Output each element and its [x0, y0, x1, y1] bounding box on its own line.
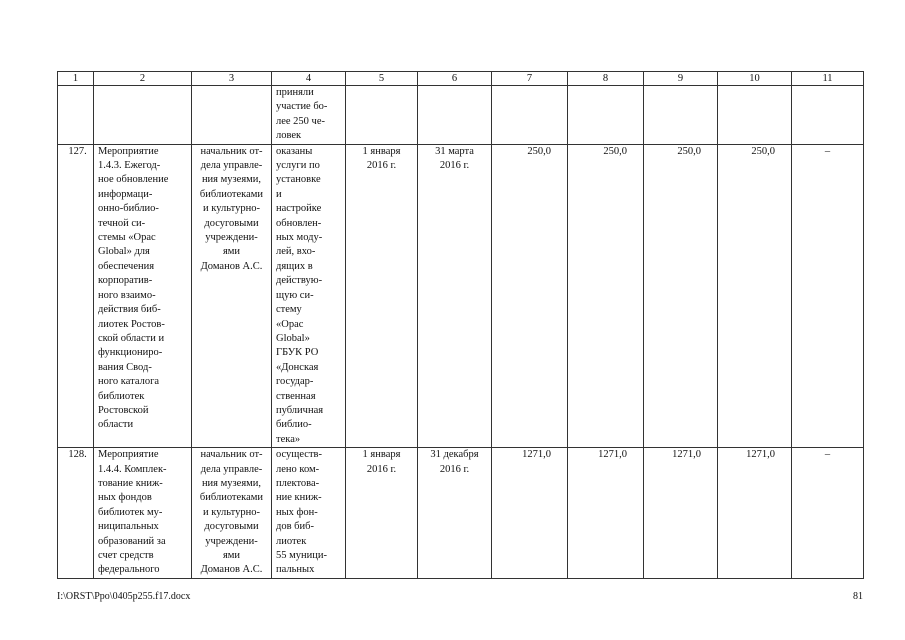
- document-table: [57, 71, 864, 579]
- value-cell: –: [792, 448, 864, 579]
- col-header: 7: [492, 72, 568, 86]
- table-row: [58, 144, 864, 448]
- value-cell: 1271,0: [492, 448, 568, 579]
- event-cell: Мероприятие 1.4.3. Ежегод- ное обновление информаци- онно-библио- течной си- стемы «Opac Global» для обеспечения корпоратив- ного взаимо- действия биб- лиотек Ростов- ской области и функциониро- вания Свод- ного каталога библиотек Ростовской области: [94, 144, 192, 448]
- start-date-cell: 1 января 2016 г.: [346, 448, 418, 579]
- value-cell: [718, 86, 792, 145]
- col-header: 1: [58, 72, 94, 86]
- col-header: 2: [94, 72, 192, 86]
- col-header: 8: [568, 72, 644, 86]
- event-cell: Мероприятие 1.4.4. Комплек- тование книж- ных фондов библиотек му- ниципальных образований за счет средств федерального: [94, 448, 192, 579]
- col-header: 5: [346, 72, 418, 86]
- file-path: I:\ORST\Ppo\0405p255.f17.docx: [57, 591, 191, 602]
- start-date-cell: [346, 86, 418, 145]
- col-header: 11: [792, 72, 864, 86]
- end-date-cell: 31 марта 2016 г.: [418, 144, 492, 448]
- page-number: 81: [853, 591, 863, 602]
- result-cell: оказаны услуги по установке и настройке обновлен- ных моду- лей, вхо- дящих в действую- щую си- стему «Opac Global» ГБУК РО «Донская государ- ственная публичная библио- тека»: [272, 144, 346, 448]
- col-header: 6: [418, 72, 492, 86]
- value-cell: –: [792, 144, 864, 448]
- responsible-cell: начальник от- дела управле- ния музеями, библиотеками и культурно- досуговыми учреждени- ями Доманов А.С.: [192, 144, 272, 448]
- responsible-cell: начальник от- дела управле- ния музеями, библиотеками и культурно- досуговыми учреждени- ями Доманов А.С.: [192, 448, 272, 579]
- value-cell: [568, 86, 644, 145]
- responsible-cell: [192, 86, 272, 145]
- event-cell: [94, 86, 192, 145]
- header-row: [58, 72, 864, 86]
- value-cell: 250,0: [568, 144, 644, 448]
- value-cell: [492, 86, 568, 145]
- value-cell: 250,0: [492, 144, 568, 448]
- value-cell: 250,0: [644, 144, 718, 448]
- end-date-cell: [418, 86, 492, 145]
- row-number: [58, 86, 94, 145]
- table-row: [58, 448, 864, 579]
- value-cell: 1271,0: [644, 448, 718, 579]
- result-cell: осуществ- лено ком- плектова- ние книж- ных фон- дов биб- лиотек 55 муници- пальных: [272, 448, 346, 579]
- result-cell: приняли участие бо- лее 250 че- ловек: [272, 86, 346, 145]
- value-cell: [644, 86, 718, 145]
- value-cell: 1271,0: [718, 448, 792, 579]
- table-row: [58, 86, 864, 145]
- value-cell: 250,0: [718, 144, 792, 448]
- col-header: 3: [192, 72, 272, 86]
- col-header: 10: [718, 72, 792, 86]
- row-number: 128.: [58, 448, 94, 579]
- row-number: 127.: [58, 144, 94, 448]
- start-date-cell: 1 января 2016 г.: [346, 144, 418, 448]
- value-cell: 1271,0: [568, 448, 644, 579]
- end-date-cell: 31 декабря 2016 г.: [418, 448, 492, 579]
- col-header: 9: [644, 72, 718, 86]
- col-header: 4: [272, 72, 346, 86]
- value-cell: [792, 86, 864, 145]
